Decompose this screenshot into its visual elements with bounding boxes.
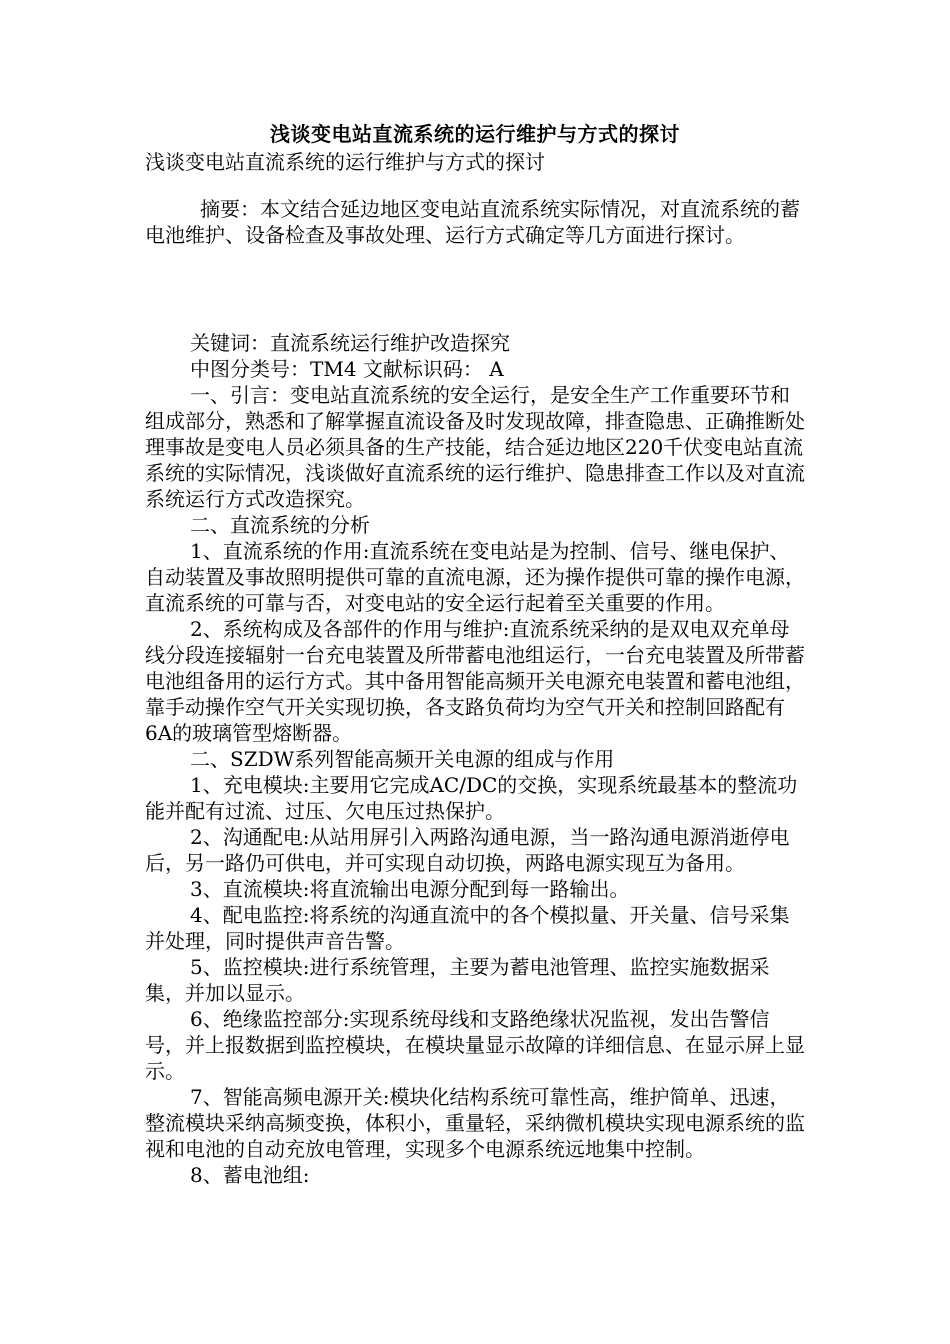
section-heading: 二、直流系统的分析 (190, 513, 370, 537)
classification-line: 中图分类号：TM4 文献标识码： A (190, 357, 504, 381)
body-paragraph: 1、直流系统的作用:直流系统在变电站是为控制、信号、继电保护、自动装置及事故照明提供可靠的直流电源，还为操作提供可靠的操作电源，直流系统的可靠与否，对变电站的安全运行起着至关重要的作用。 (145, 539, 805, 615)
body-paragraph: 5、监控模块:进行系统管理，主要为蓄电池管理、监控实施数据采集，并加以显示。 (145, 955, 770, 1005)
body-paragraph: 7、智能高频电源开关:模块化结构系统可靠性高，维护简单、迅速，整流模块采纳高频变换，体积小，重量轻，采纳微机模块实现电源系统的监视和电池的自动充放电管理，实现多个电源系统远地集中控制。 (145, 1085, 805, 1161)
body-paragraph: 2、沟通配电:从站用屏引入两路沟通电源，当一路沟通电源消逝停电后，另一路仍可供电，并可实现自动切换，两路电源实现互为备用。 (145, 825, 790, 875)
body-paragraph: 6、绝缘监控部分:实现系统母线和支路绝缘状况监视，发出告警信号，并上报数据到监控模块，在模块量显示故障的详细信息、在显示屏上显示。 (145, 1007, 805, 1083)
body-paragraph: 4、配电监控:将系统的沟通直流中的各个模拟量、开关量、信号采集并处理，同时提供声音告警。 (145, 903, 790, 953)
body-paragraph: 1、充电模块:主要用它完成AC/DC的交换，实现系统最基本的整流功能并配有过流、过压、欠电压过热保护。 (145, 773, 798, 823)
document-subtitle: 浅谈变电站直流系统的运行维护与方式的探讨 (145, 150, 545, 174)
body-paragraph: 8、蓄电池组: (190, 1163, 310, 1187)
document-page (145, 120, 805, 1188)
section-heading: 二、SZDW系列智能高频开关电源的组成与作用 (190, 747, 615, 771)
document-title: 浅谈变电站直流系统的运行维护与方式的探讨 (270, 122, 680, 146)
abstract-paragraph: 摘要：本文结合延边地区变电站直流系统实际情况，对直流系统的蓄电池维护、设备检查及事故处理、运行方式确定等几方面进行探讨。 (145, 197, 800, 247)
body-paragraph: 3、直流模块:将直流输出电源分配到每一路输出。 (190, 877, 630, 901)
body-paragraph: 2、系统构成及各部件的作用与维护:直流系统采纳的是双电双充单母线分段连接辐射一台充电装置及所带蓄电池组运行，一台充电装置及所带蓄电池组备用的运行方式。其中备用智能高频开关电源充电装置和蓄电池组，靠手动操作空气开关实现切换，各支路负荷均为空气开关和控制回路配有6A的玻璃管型熔断器。 (145, 617, 805, 745)
keywords-line: 关键词：直流系统运行维护改造探究 (190, 331, 510, 355)
body-paragraph: 一、引言：变电站直流系统的安全运行，是安全生产工作重要环节和组成部分，熟悉和了解掌握直流设备及时发现故障，排查隐患、正确推断处理事故是变电人员必须具备的生产技能，结合延边地区220千伏变电站直流系统的实际情况，浅谈做好直流系统的运行维护、隐患排查工作以及对直流系统运行方式改造探究。 (145, 383, 805, 511)
